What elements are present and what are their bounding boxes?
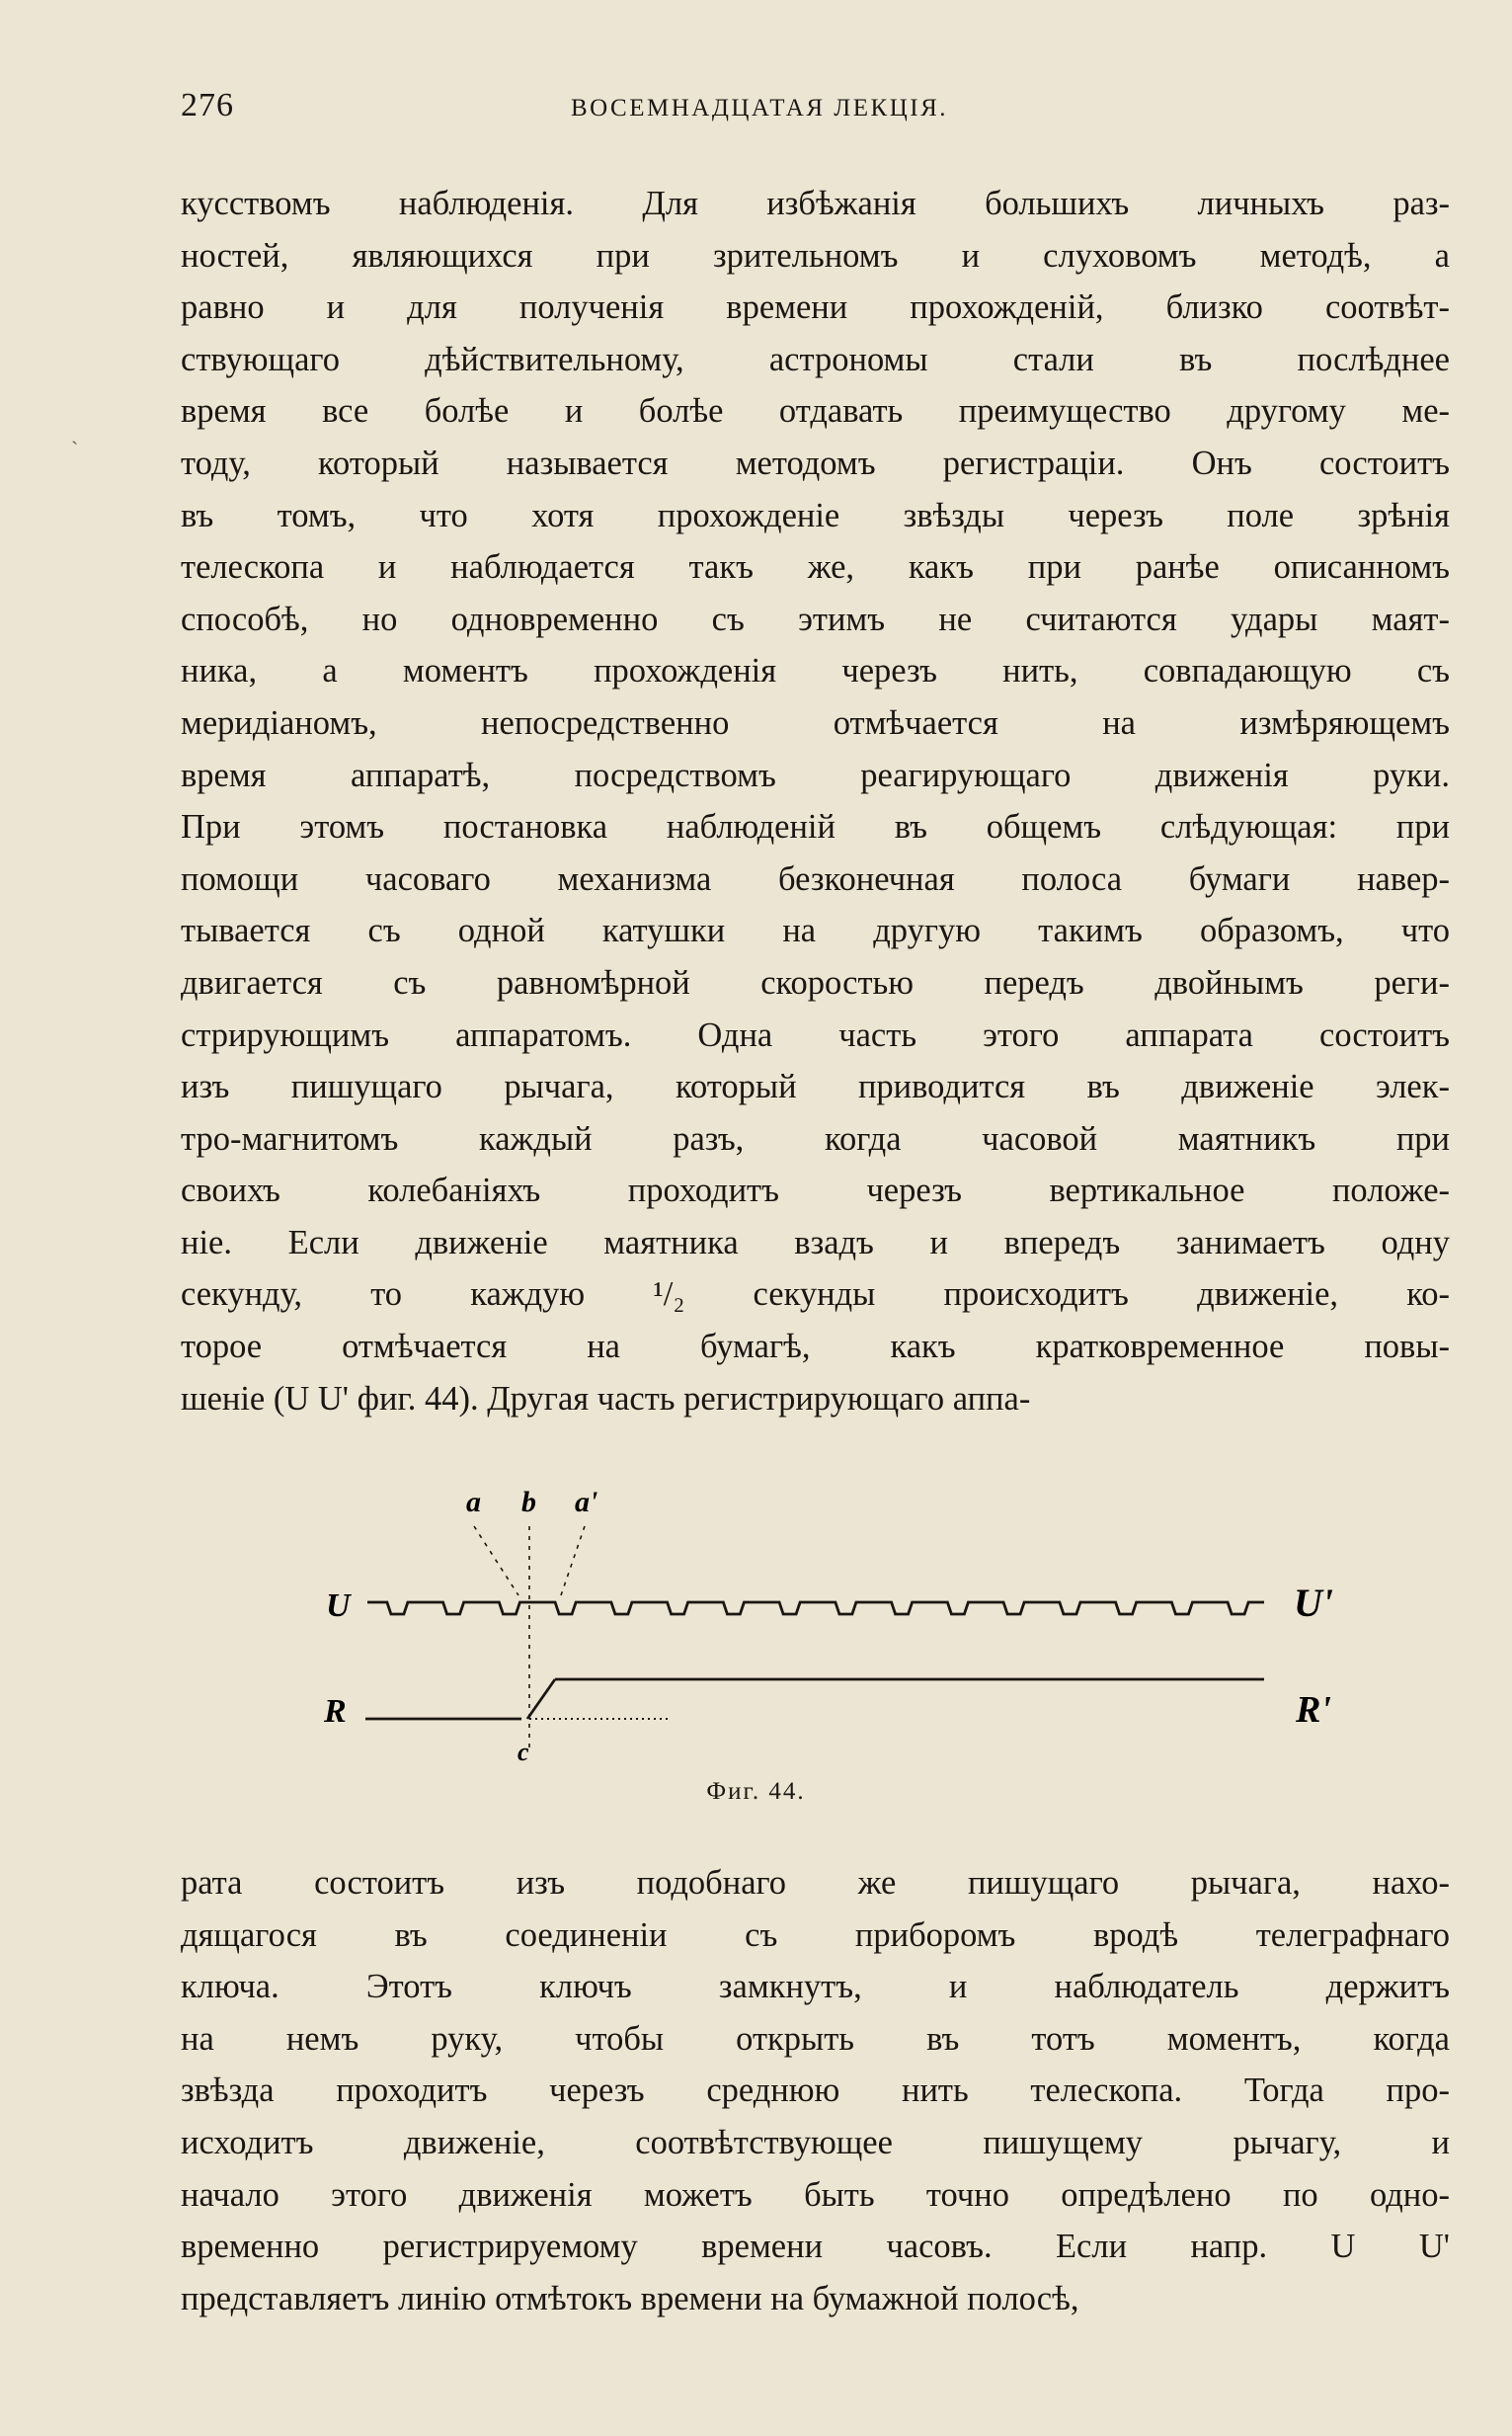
- text-line: меридіаномъ, непосредственно отмѣчается на измѣряющемъ: [181, 703, 1450, 742]
- text-line: временно регистрируемому времени часовъ. Если напр. U U': [181, 2228, 1450, 2266]
- body-text-top: [181, 178, 1450, 1424]
- text-line: ствующаго дѣйствительному, астрономы стали въ послѣднее: [181, 340, 1450, 378]
- label-r: R: [324, 1693, 347, 1730]
- guide-line-a: [474, 1526, 518, 1595]
- label-a: a: [466, 1486, 481, 1518]
- text-line: шеніе (U U' фиг. 44). Другая часть регистрирующаго аппа-: [181, 1379, 1031, 1418]
- text-line: исходитъ движеніе, соотвѣтствующее пишущему рычагу, и: [181, 2123, 1450, 2161]
- text-line: тывается съ одной катушки на другую такимъ образомъ, что: [181, 912, 1450, 950]
- running-head: ВОСЕМНАДЦАТАЯ ЛЕКЦІЯ.: [571, 95, 948, 122]
- text-line: секунду, то каждую ¹/₂ секунды происходитъ движеніе, ко-: [181, 1275, 1450, 1314]
- page-number: 276: [181, 87, 234, 123]
- page-header: [181, 87, 1455, 136]
- text-line: изъ пишущаго рычага, который приводится въ движеніе элек-: [181, 1068, 1450, 1106]
- text-line: кусствомъ наблюденія. Для избѣжанія большихъ личныхъ раз-: [181, 185, 1450, 222]
- text-line: телескопа и наблюдается такъ же, какъ при ранѣе описанномъ: [181, 548, 1450, 587]
- text-line: начало этого движенія можетъ быть точно опредѣлено по одно-: [181, 2175, 1450, 2214]
- text-line: время аппаратѣ, посредствомъ реагирующаго движенія руки.: [181, 756, 1450, 794]
- label-u-prime: U': [1294, 1581, 1333, 1625]
- guide-line-a-prime: [561, 1526, 585, 1595]
- timing-diagram: [296, 1482, 1363, 1778]
- text-line: въ томъ, что хотя прохожденіе звѣзды черезъ поле зрѣнія: [181, 496, 1450, 534]
- text-line: ностей, являющихся при зрительномъ и слуховомъ методѣ, а: [181, 236, 1450, 275]
- text-line: способѣ, но одновременно съ этимъ не считаются удары маят-: [181, 600, 1450, 638]
- figure-44: [296, 1482, 1363, 1778]
- label-b: b: [521, 1486, 536, 1518]
- text-line: ника, а моментъ прохожденія черезъ нить, совпадающую съ: [181, 652, 1450, 690]
- margin-mark: ˎ: [71, 420, 79, 445]
- label-c: c: [517, 1738, 529, 1766]
- text-line: торое отмѣчается на бумагѣ, какъ кратковременное повы-: [181, 1328, 1450, 1366]
- text-line: представляетъ линію отмѣтокъ времени на бумажной полосѣ,: [181, 2279, 1079, 2317]
- text-line: рата состоитъ изъ подобнаго же пишущаго рычага, нахо-: [181, 1864, 1450, 1902]
- text-line: звѣзда проходитъ черезъ среднюю нить телескопа. Тогда про-: [181, 2071, 1450, 2110]
- body-text-bottom: [181, 1857, 1450, 2324]
- text-line: стрирующимъ аппаратомъ. Одна часть этого аппарата состоитъ: [181, 1015, 1450, 1054]
- text-line: равно и для полученія времени прохожденій, близко соотвѣт-: [181, 288, 1450, 327]
- label-r-prime: R': [1296, 1689, 1331, 1731]
- label-u: U: [326, 1587, 351, 1624]
- time-marks-line: [367, 1602, 1264, 1614]
- text-line: дящагося въ соединеніи съ приборомъ вродѣ телеграфнаго: [181, 1915, 1450, 1954]
- text-line: на немъ руку, чтобы открыть въ тотъ моментъ, когда: [181, 2019, 1450, 2058]
- text-line: своихъ колебаніяхъ проходитъ черезъ вертикальное положе-: [181, 1172, 1450, 1210]
- text-line: При этомъ постановка наблюденій въ общемъ слѣдующая: при: [181, 808, 1450, 847]
- text-line: время все болѣе и болѣе отдавать преимущество другому ме-: [181, 392, 1450, 431]
- text-line: ніе. Если движеніе маятника взадъ и впередъ занимаетъ одну: [181, 1223, 1450, 1261]
- registration-rise: [527, 1679, 555, 1719]
- text-line: помощи часоваго механизма безконечная полоса бумаги навер-: [181, 859, 1450, 898]
- text-line: тоду, который называется методомъ регистраціи. Онъ состоитъ: [181, 444, 1450, 482]
- label-a-prime: a': [575, 1486, 598, 1518]
- text-line: тро-магнитомъ каждый разъ, когда часовой маятникъ при: [181, 1119, 1450, 1158]
- text-line: ключа. Этотъ ключъ замкнутъ, и наблюдатель держитъ: [181, 1968, 1450, 2006]
- text-line: двигается съ равномѣрной скоростью передъ двойнымъ реги-: [181, 963, 1450, 1002]
- figure-caption: Фиг. 44.: [706, 1778, 806, 1805]
